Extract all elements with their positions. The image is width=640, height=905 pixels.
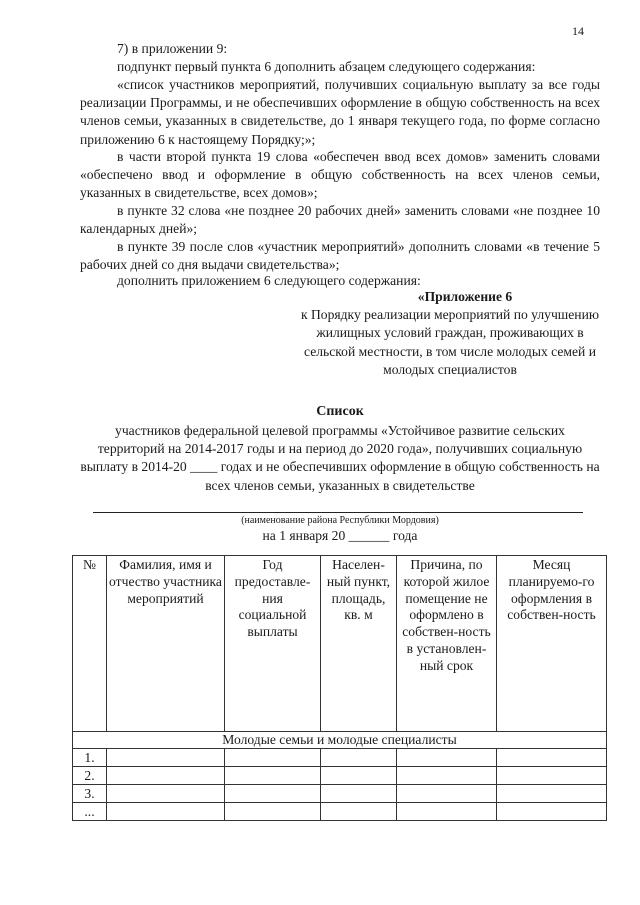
header-locality-area: Населен-ный пункт, площадь, кв. м: [321, 556, 397, 732]
paragraph-add-appendix: дополнить приложением 6 следующего содержания:: [117, 273, 421, 288]
date-line: на 1 января 20 ______ года: [262, 528, 418, 543]
table-row: [73, 767, 607, 785]
region-caption: (наименование района Республики Мордовия): [241, 515, 439, 526]
list-title: Список: [316, 404, 364, 419]
appendix-heading: «Приложение 6: [417, 289, 513, 304]
row-number: 1.: [73, 749, 107, 767]
row-number: ...: [73, 803, 107, 821]
paragraph-point-19: в части второй пункта 19 слова «обеспечен ввод всех домов» заменить словами «обеспечено ввод и оформление в общую собственность на всех членов семьи, указанных в свидетельстве, всех домов»;: [80, 149, 600, 201]
row-number: 2.: [73, 767, 107, 785]
group-label: Молодые семьи и молодые специалисты: [73, 732, 607, 749]
row-number: 3.: [73, 785, 107, 803]
paragraph-list-quote: «список участников мероприятий, получивших социальную выплату за все годы реализации Программы, и не обеспечивших оформление в общую собственность на всех членов семьи, указанных в свидетельстве, до 1 января текущего года, по форме согласно приложению 6 к настоящему Порядку;»;: [80, 77, 600, 147]
paragraph-point-39: в пункте 39 после слов «участник мероприятий» дополнить словами «в течение 5 рабочих дней со дня выдачи свидетельства»;: [80, 239, 600, 273]
table-group-row: [73, 732, 607, 749]
region-underline: [93, 512, 583, 513]
header-full-name: Фамилия, имя и отчество участника мероприятий: [107, 556, 225, 732]
paragraph-point-32: в пункте 32 слова «не позднее 20 рабочих дней» заменить словами «не позднее 10 календарных дней»;: [80, 203, 600, 237]
table-row: [73, 803, 607, 821]
header-number: №: [73, 556, 107, 732]
table-header-row: [73, 556, 607, 732]
paragraph-item-7: 7) в приложении 9:: [117, 41, 228, 56]
header-planned-month: Месяц планируемо-го оформления в собствен-ность: [497, 556, 607, 732]
header-reason: Причина, по которой жилое помещение не оформлено в собствен-ность в установлен-ный срок: [397, 556, 497, 732]
list-description: участников федеральной целевой программы «Устойчивое развитие сельских территорий на 2014-2017 годы и на период до 2020 года», получивших социальную выплату в 2014-20 ____ годах и не обеспечивших оформление в общую собственность на всех членов семьи, указанных в свидетельстве: [80, 423, 600, 493]
table-row: [73, 785, 607, 803]
table-row: [73, 749, 607, 767]
page-number: 14: [572, 24, 584, 38]
participants-table: [72, 555, 607, 821]
appendix-text: к Порядку реализации мероприятий по улучшению жилищных условий граждан, проживающих в сельской местности, в том числе молодых семей и молодых специалистов: [300, 307, 600, 377]
appendix-block: [300, 288, 600, 379]
paragraph-subpoint: подпункт первый пункта 6 дополнить абзацем следующего содержания:: [117, 59, 536, 74]
header-payment-year: Год предоставле-ния социальной выплаты: [225, 556, 321, 732]
